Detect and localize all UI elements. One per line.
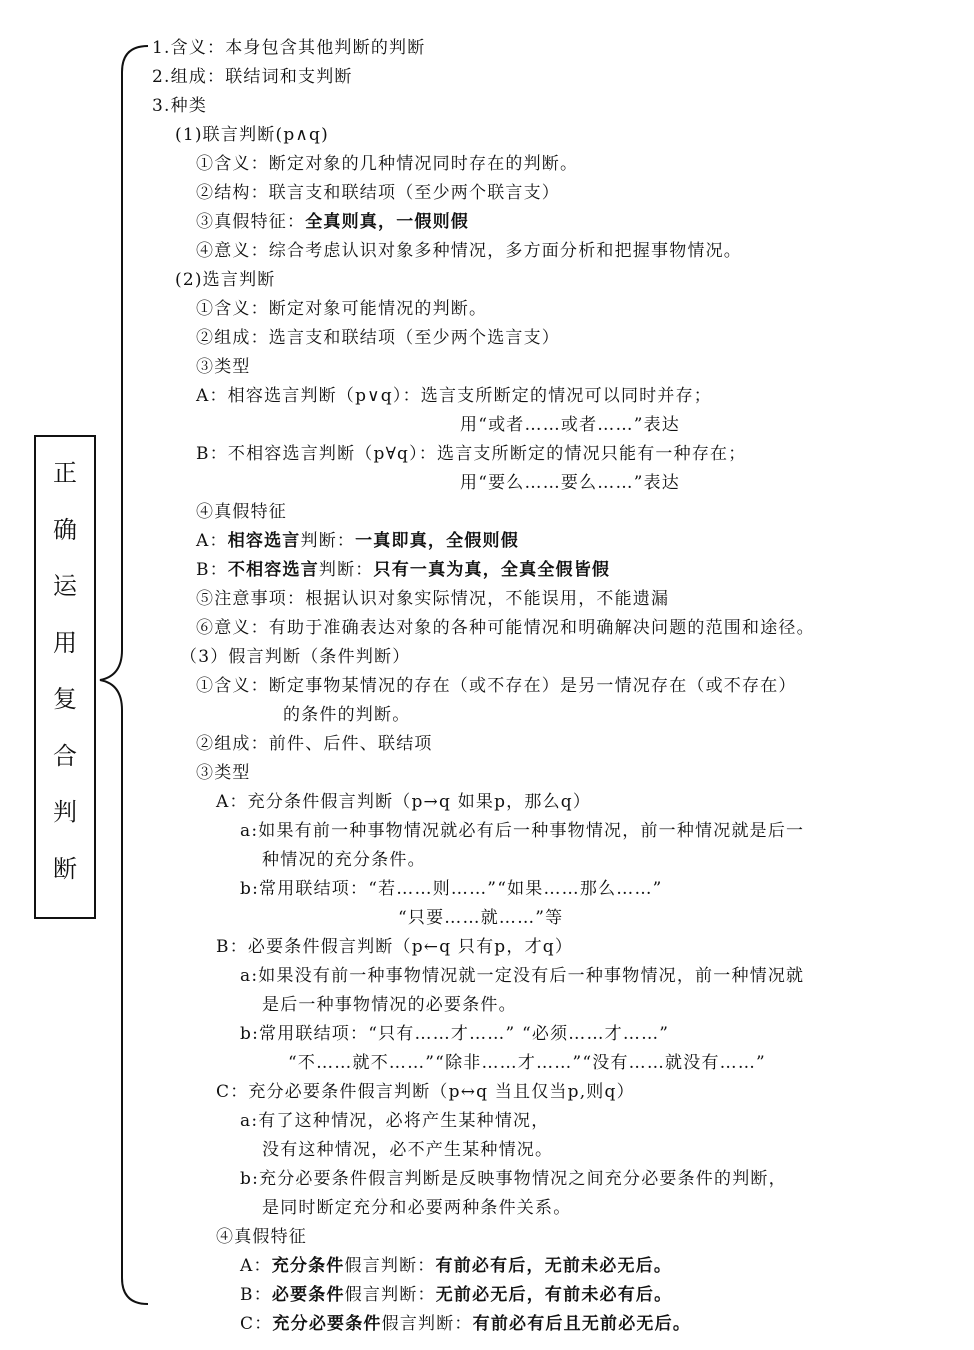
text-segment: 判断： bbox=[318, 560, 374, 580]
outline-line: B：必要条件假言判断（p←q 只有p，才q） bbox=[216, 937, 574, 957]
outline-line: B：不相容选言判断（p∀q）：选言支所断定的情况只能有一种存在； bbox=[196, 444, 747, 464]
text-segment: 判断： bbox=[300, 531, 356, 551]
bold-text: 相容选言 bbox=[227, 531, 301, 551]
bold-text: 必要条件 bbox=[271, 1285, 345, 1305]
outline-line: a:如果没有前一种事物情况就一定没有后一种事物情况，前一种情况就 bbox=[240, 966, 805, 986]
bold-text: 充分条件 bbox=[271, 1256, 345, 1276]
outline-line: 1.含义：本身包含其他判断的判断 bbox=[152, 38, 426, 58]
text-segment: C： bbox=[240, 1314, 273, 1334]
bold-text: 不相容选言 bbox=[227, 560, 319, 580]
title-char: 运 bbox=[53, 572, 77, 600]
text-segment: A： bbox=[240, 1256, 272, 1276]
outline-line: 2.组成：联结词和支判断 bbox=[152, 67, 353, 87]
outline-line: ⑤注意事项：根据认识对象实际情况，不能误用，不能遗漏 bbox=[196, 589, 670, 609]
title-char: 确 bbox=[53, 515, 77, 544]
bold-text: 一真即真，全假则假 bbox=[355, 531, 519, 551]
outline-line bbox=[196, 210, 469, 234]
outline-line: 用“要么……要么……”表达 bbox=[460, 473, 680, 493]
outline-line bbox=[196, 558, 610, 582]
bold-text: 只有一真为真，全真全假皆假 bbox=[373, 560, 611, 580]
outline-line: b:常用联结项：“若……则……”“如果……那么……” bbox=[240, 879, 663, 899]
bold-text: 充分必要条件 bbox=[272, 1314, 382, 1334]
title-char: 用 bbox=[53, 628, 77, 657]
text-segment: B： bbox=[240, 1285, 272, 1305]
text-segment: A： bbox=[196, 531, 228, 551]
title-char: 判 bbox=[53, 798, 77, 826]
outline-line: a:有了这种情况，必将产生某种情况， bbox=[240, 1111, 550, 1131]
outline-line: ③类型 bbox=[196, 763, 251, 783]
outline-line: ④意义：综合考虑认识对象多种情况，多方面分析和把握事物情况。 bbox=[196, 241, 742, 261]
text-segment: 假言判断： bbox=[344, 1256, 436, 1276]
outline-line: 是同时断定充分和必要两种条件关系。 bbox=[262, 1198, 572, 1218]
outline-line: (1)联言判断(p∧q) bbox=[175, 125, 329, 145]
outline-line: ⑥意义：有助于准确表达对象的各种可能情况和明确解决问题的范围和途径。 bbox=[196, 618, 815, 638]
outline-line bbox=[196, 529, 519, 553]
title-char: 断 bbox=[53, 854, 77, 883]
bold-text: 有前必有后且无前必无后。 bbox=[472, 1314, 692, 1334]
outline-line: 用“或者……或者……”表达 bbox=[460, 415, 680, 435]
outline-line: （3）假言判断（条件判断） bbox=[180, 647, 411, 667]
outline-line: 的条件的判断。 bbox=[283, 705, 411, 725]
outline-line: A：充分条件假言判断（p→q 如果p，那么q） bbox=[216, 792, 592, 812]
outline-line: ②组成：前件、后件、联结项 bbox=[196, 734, 433, 754]
outline-line: “不……就不……”“除非……才……”“没有……就没有……” bbox=[288, 1053, 766, 1073]
outline-line: ①含义：断定事物某情况的存在（或不存在）是另一情况存在（或不存在） bbox=[196, 676, 797, 696]
outline-line: a:如果有前一种事物情况就必有后一种事物情况，前一种情况就是后一 bbox=[240, 821, 805, 841]
outline-line: ②组成：选言支和联结项（至少两个选言支） bbox=[196, 328, 560, 348]
outline-line: A：相容选言判断（p∨q）：选言支所断定的情况可以同时并存； bbox=[196, 386, 712, 406]
outline-line: ①含义：断定对象可能情况的判断。 bbox=[196, 299, 488, 319]
title-char: 正 bbox=[53, 459, 77, 487]
bold-text: 有前必有后，无前未必无后。 bbox=[435, 1256, 673, 1276]
outline-line: 没有这种情况，必不产生某种情况。 bbox=[262, 1140, 554, 1160]
outline-line: “只要……就……”等 bbox=[398, 908, 564, 928]
text-segment: 假言判断： bbox=[344, 1285, 436, 1305]
title-char: 复 bbox=[53, 685, 77, 713]
text-segment: ③真假特征： bbox=[196, 212, 306, 232]
bold-text: 无前必无后，有前未必有后。 bbox=[435, 1285, 673, 1305]
outline-line: C：充分必要条件假言判断（p↔q 当且仅当p,则q） bbox=[216, 1082, 635, 1102]
outline-line: 种情况的充分条件。 bbox=[262, 850, 426, 870]
outline-line: ④真假特征 bbox=[216, 1227, 307, 1247]
outline-line: ④真假特征 bbox=[196, 502, 287, 522]
outline-line bbox=[240, 1283, 672, 1307]
outline-line bbox=[240, 1312, 691, 1336]
bold-text: 全真则真，一假则假 bbox=[305, 212, 470, 232]
outline-line: 3.种类 bbox=[152, 96, 208, 116]
text-segment: B： bbox=[196, 560, 228, 580]
text-segment: 假言判断： bbox=[381, 1314, 473, 1334]
outline-line: ③类型 bbox=[196, 357, 251, 377]
outline-line: b:充分必要条件假言判断是反映事物情况之间充分必要条件的判断， bbox=[240, 1169, 787, 1189]
outline-line: b:常用联结项：“只有……才……” “必须……才……” bbox=[240, 1024, 670, 1044]
outline-line: ②结构：联言支和联结项（至少两个联言支） bbox=[196, 183, 560, 203]
outline-line: (2)选言判断 bbox=[175, 270, 276, 290]
title-char: 合 bbox=[53, 741, 77, 770]
outline-line bbox=[240, 1254, 672, 1278]
outline-line: 是后一种事物情况的必要条件。 bbox=[262, 995, 517, 1015]
outline-line: ①含义：断定对象的几种情况同时存在的判断。 bbox=[196, 154, 579, 174]
